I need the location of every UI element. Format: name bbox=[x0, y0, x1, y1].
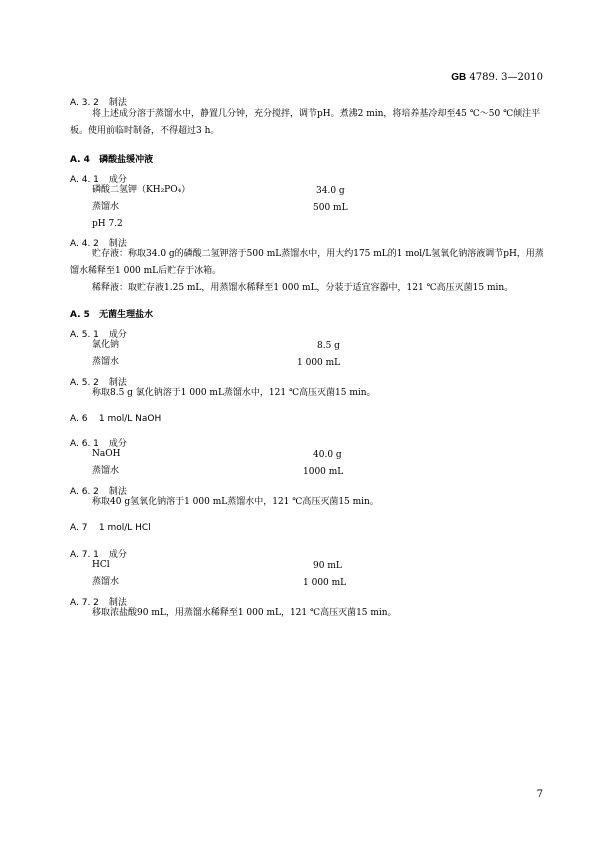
a62-paragraph: 称取40 g氢氧化钠溶于1 000 mL蒸馏水中，121 ℃高压灭菌15 min。 bbox=[92, 497, 379, 507]
section-title: 成分 bbox=[108, 175, 127, 185]
section-number: A. 4. 1 bbox=[70, 175, 99, 185]
a52-paragraph: 称取8.5 g 氯化钠溶于1 000 mL蒸馏水中，121 ℃高压灭菌15 min。 bbox=[92, 388, 376, 398]
section-title: 制法 bbox=[108, 239, 127, 249]
dilution-paragraph: 稀释液：取贮存液1.25 mL，用蒸馏水稀释至1 000 mL，分装于适宜容器中，121 ℃高压灭菌15 min。 bbox=[92, 283, 514, 293]
section-number: A. 4 bbox=[70, 155, 90, 165]
section-title: 磷酸盐缓冲液 bbox=[99, 155, 154, 165]
section-number: A. 5. 1 bbox=[70, 330, 99, 340]
section-title: 1 mol/L NaOH bbox=[98, 414, 162, 424]
section-a7-heading bbox=[70, 523, 151, 533]
standard-number: 4789. 3—2010 bbox=[469, 72, 543, 83]
section-number: A. 3. 2 bbox=[70, 98, 99, 108]
ingredient-amount: 8.5 g bbox=[317, 341, 340, 351]
section-number: A. 4. 2 bbox=[70, 239, 99, 249]
standard-code: GB bbox=[451, 72, 467, 83]
section-title: 制法 bbox=[108, 98, 127, 108]
ingredient-name: 蒸馏水 bbox=[92, 202, 120, 212]
ingredient-amount: 1 000 mL bbox=[303, 578, 347, 588]
ingredient-amount: 34.0 g bbox=[316, 186, 345, 196]
ingredient-name: 蒸馏水 bbox=[92, 357, 120, 367]
section-number: A. 7. 1 bbox=[70, 550, 99, 560]
ingredient-amount: 1 000 mL bbox=[297, 358, 341, 368]
ingredient-amount: 90 mL bbox=[313, 561, 342, 571]
section-title: 制法 bbox=[108, 598, 127, 608]
ingredient-name: HCl bbox=[92, 560, 110, 570]
section-number: A. 5. 2 bbox=[70, 378, 99, 388]
ingredient-name: 氯化钠 bbox=[92, 340, 120, 350]
section-number: A. 5 bbox=[70, 310, 90, 320]
section-title: 成分 bbox=[108, 439, 127, 449]
section-number: A. 7. 2 bbox=[70, 598, 99, 608]
ingredient-amount: 1000 mL bbox=[303, 467, 344, 477]
section-title: 成分 bbox=[108, 330, 127, 340]
section-number: A. 6. 2 bbox=[70, 487, 99, 497]
ingredient-name: 蒸馏水 bbox=[92, 577, 120, 587]
ph-value: pH 7.2 bbox=[92, 219, 123, 229]
page-header bbox=[451, 72, 543, 83]
a32-paragraph: 将上述成分溶于蒸馏水中，静置几分钟，充分搅拌，调节pH。煮沸2 min，将培养基冷却至45 ℃～50 ℃倾注平板。使用前临时制备，不得超过3 h。 bbox=[70, 109, 541, 136]
section-a5-heading bbox=[70, 307, 153, 320]
page-number: 7 bbox=[536, 789, 543, 800]
section-title: 1 mol/L HCl bbox=[98, 523, 151, 533]
section-number: A. 6. 1 bbox=[70, 439, 99, 449]
a72-paragraph: 移取浓盐酸90 mL，用蒸馏水稀释至1 000 mL，121 ℃高压灭菌15 min。 bbox=[92, 608, 397, 618]
ingredient-name: 磷酸二氢钾（KH₂PO₄） bbox=[92, 185, 191, 195]
section-a4-heading bbox=[70, 152, 153, 165]
section-a6-heading bbox=[70, 414, 161, 424]
ingredient-amount: 40.0 g bbox=[313, 450, 342, 460]
section-number: A. 6 bbox=[70, 414, 88, 424]
ingredient-amount: 500 mL bbox=[313, 203, 348, 213]
section-title: 制法 bbox=[108, 487, 127, 497]
stock-solution-paragraph: 贮存液：称取34.0 g的磷酸二氢钾溶于500 mL蒸馏水中，用大约175 mL的1 mol/L氢氧化钠溶液调节pH，用蒸馏水稀释至1 000 mL后贮存于冰箱。 bbox=[70, 249, 544, 276]
section-title: 成分 bbox=[108, 550, 127, 560]
section-title: 制法 bbox=[108, 378, 127, 388]
section-title: 无菌生理盐水 bbox=[99, 310, 154, 320]
ingredient-name: 蒸馏水 bbox=[92, 466, 120, 476]
section-number: A. 7 bbox=[70, 523, 88, 533]
ingredient-name: NaOH bbox=[92, 449, 121, 459]
